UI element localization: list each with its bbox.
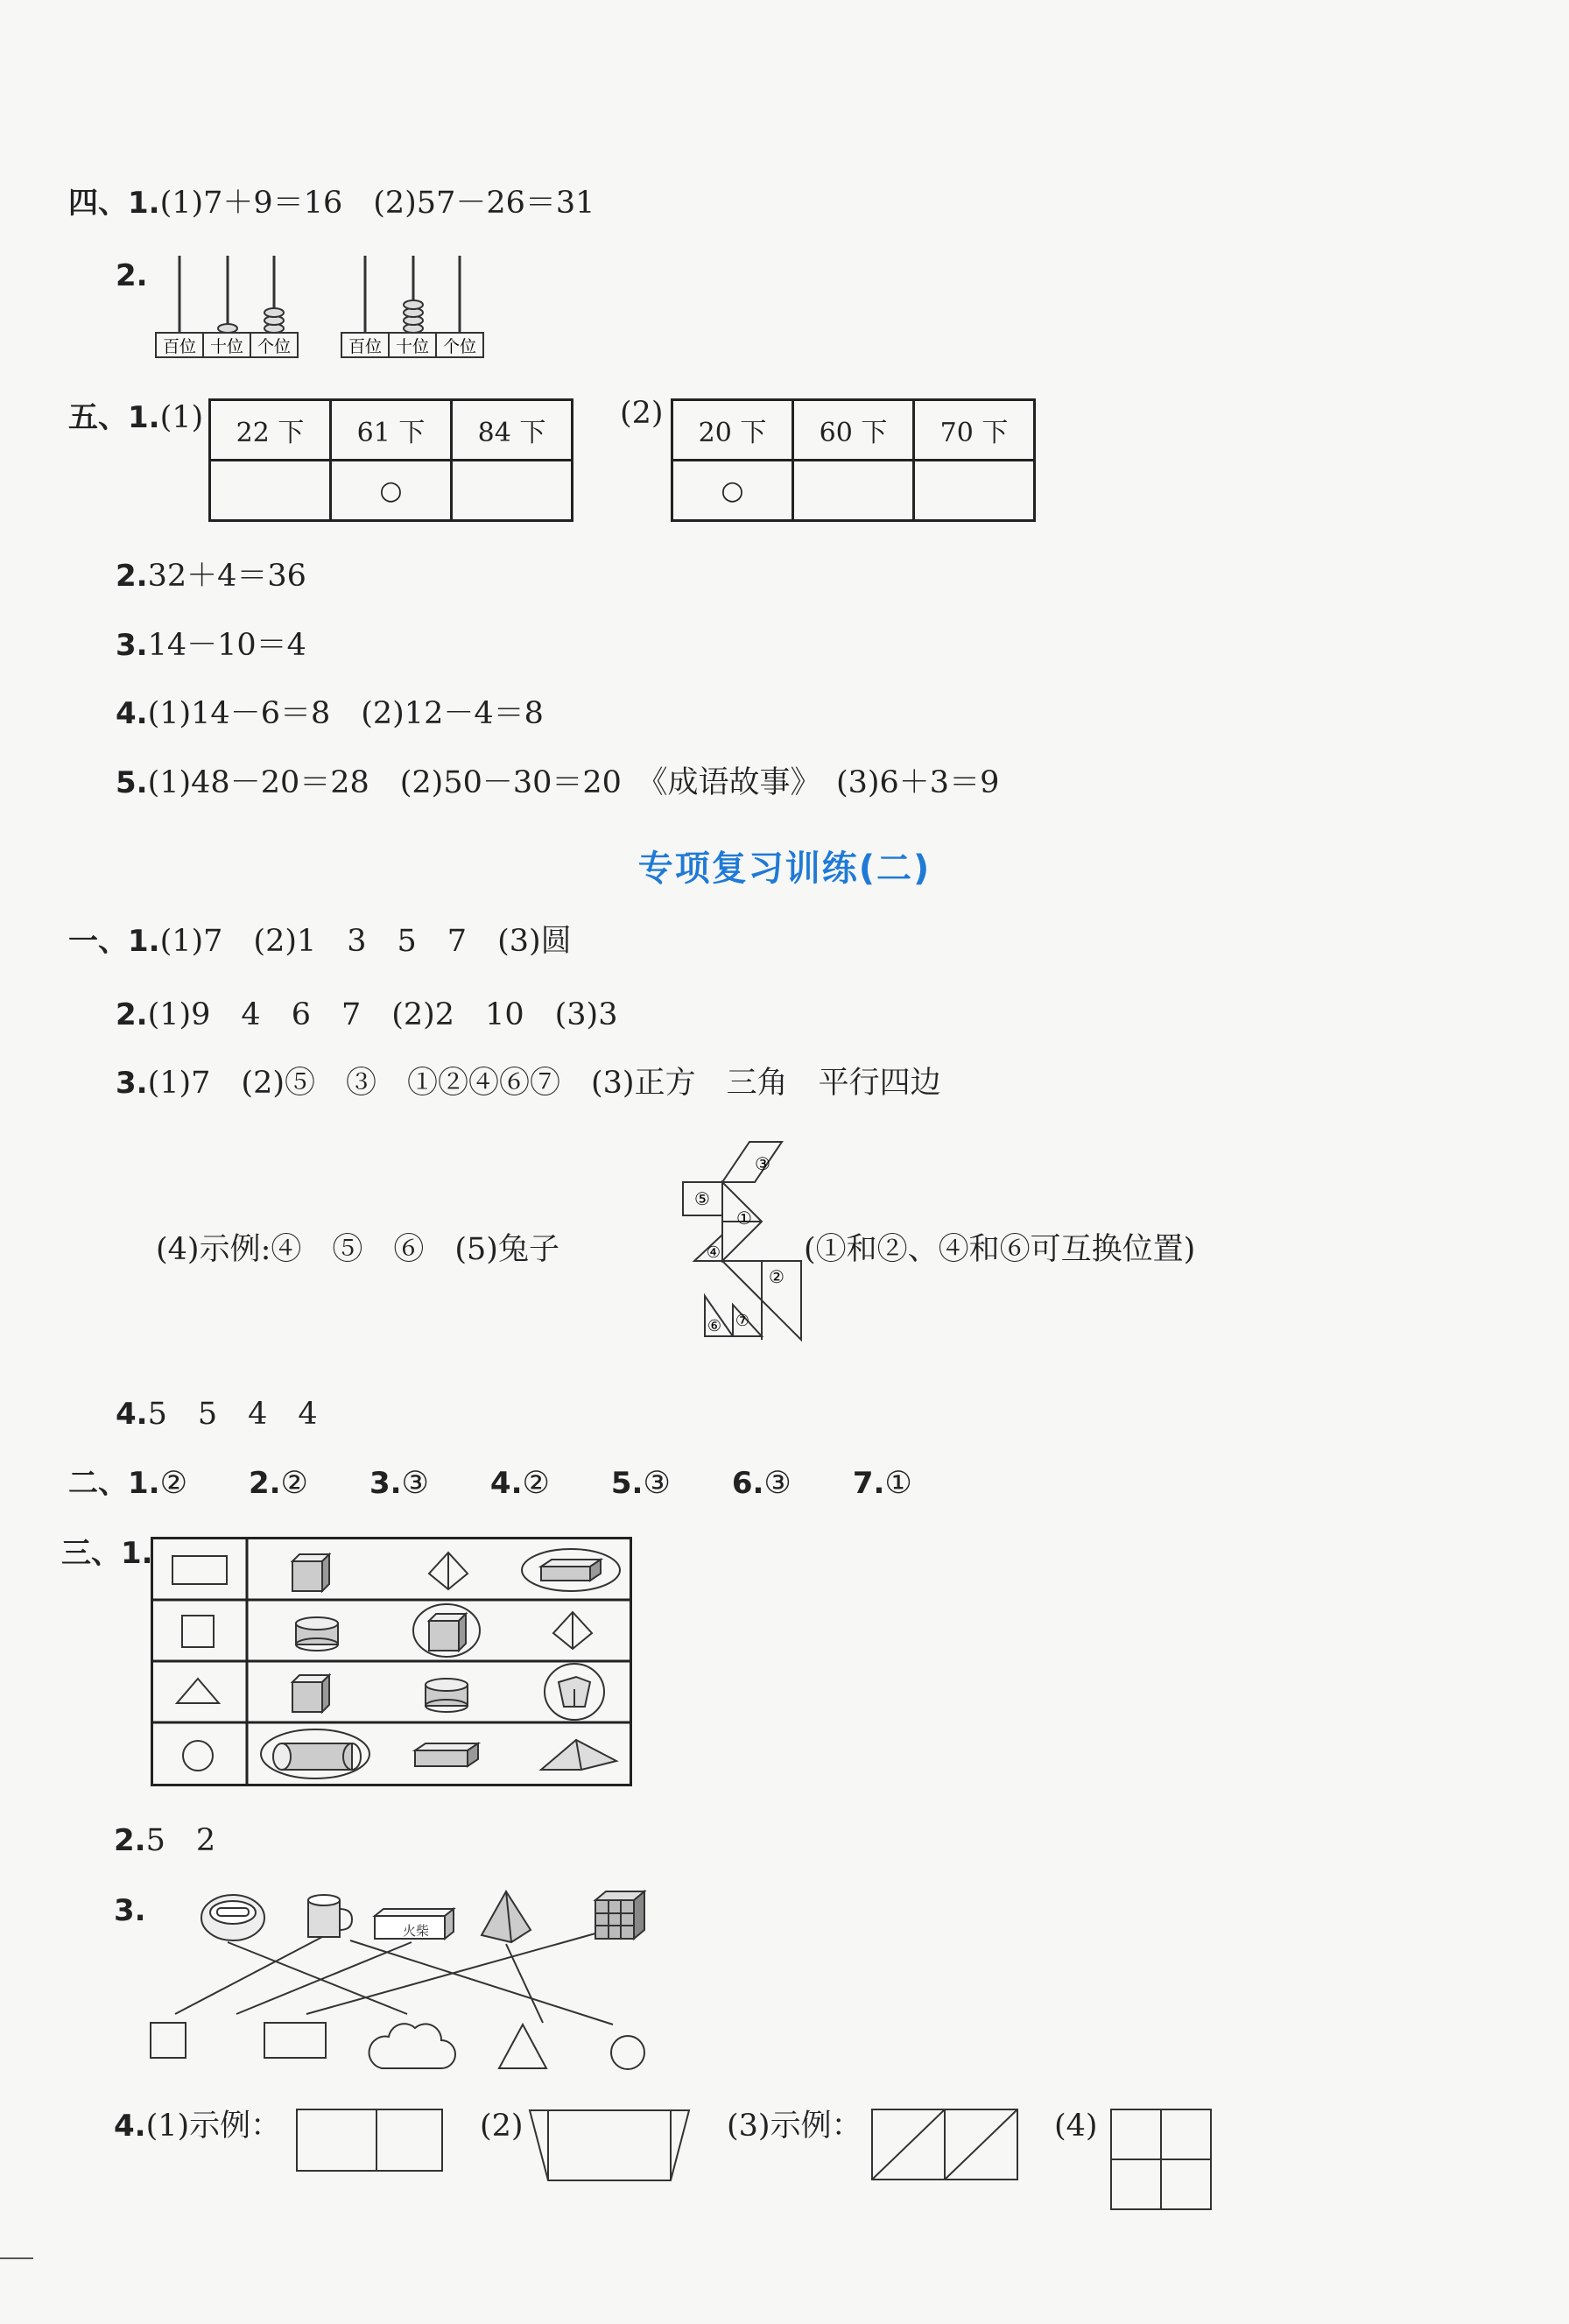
cube-shape <box>292 1675 329 1712</box>
q4-figure-3 <box>871 2109 1020 2184</box>
answer-mark: ○ <box>721 475 744 506</box>
rectangle-shape <box>264 2023 326 2058</box>
s5-q1-part2-label: (2) <box>620 396 664 431</box>
p3-q1-label: 三、1. <box>61 1536 153 1571</box>
table-cell <box>452 461 573 521</box>
pyramid-shape <box>553 1612 592 1649</box>
square-shape <box>182 1616 214 1647</box>
p1-q3-note: (①和②、④和⑥可互换位置) <box>804 1232 1196 1267</box>
abacus-label: 百位 <box>162 337 197 356</box>
s5-q5: 5.(1)48－20＝28 (2)50－30＝20 《成语故事》 (3)6＋3＝9 <box>116 765 1000 800</box>
table-cell: 70 下 <box>914 400 1035 461</box>
circle-shape <box>183 1741 213 1771</box>
table-cell <box>331 461 452 521</box>
p1-q3-part4: (4)示例:④ ⑤ ⑥ (5)兔子 <box>156 1232 559 1267</box>
s5-q1: 五、1.(1) <box>68 400 204 435</box>
p1-q4: 4.5 5 4 4 <box>116 1397 318 1432</box>
prism-shape <box>559 1677 590 1707</box>
soap-object <box>201 1895 264 1940</box>
tangram-label: ① <box>736 1208 752 1229</box>
bead <box>404 300 423 309</box>
abacus-2 <box>341 256 490 361</box>
abacus-label: 百位 <box>348 337 383 356</box>
cylinder-shape <box>426 1679 468 1712</box>
bead <box>264 308 284 317</box>
q4-figure-2 <box>529 2109 691 2184</box>
tangram-label: ⑤ <box>694 1188 710 1209</box>
tangram-label: ④ <box>706 1243 721 1262</box>
s4-q1: 四、1.(1)7＋9＝16 (2)57－26＝31 <box>68 186 595 221</box>
table-cell <box>793 461 914 521</box>
abacus-1 <box>156 256 305 361</box>
cube-shape <box>292 1554 329 1591</box>
rectangle-shape <box>172 1556 227 1584</box>
abacus-label: 十位 <box>209 337 244 356</box>
pyramid-shape <box>429 1553 468 1589</box>
tangram-label: ⑦ <box>735 1312 750 1330</box>
table-cell: 84 下 <box>452 400 573 461</box>
page-corner-rule <box>0 2257 33 2259</box>
mug-object <box>308 1895 352 1937</box>
pyramid-object <box>482 1891 531 1942</box>
s4-q2: 2. <box>116 258 148 293</box>
table-cell <box>914 461 1035 521</box>
triangle-shape <box>499 2025 546 2068</box>
table-cell <box>672 461 793 521</box>
tangram-rabbit <box>679 1137 810 1347</box>
p3-q4-part4-label: (4) <box>1054 2109 1098 2144</box>
p3-q4-part3-label: (3)示例： <box>727 2109 862 2144</box>
s5-q4: 4.(1)14－6＝8 (2)12－4＝8 <box>116 696 544 731</box>
cylinder-lying-shape <box>273 1743 361 1770</box>
table-cell: 60 下 <box>793 400 914 461</box>
matchbox-label: 火柴 <box>403 1923 430 1939</box>
abacus-label: 个位 <box>442 337 477 356</box>
q4-figure-1 <box>296 2109 445 2175</box>
matching-diagram <box>140 1883 683 2084</box>
section-title: 专项复习训练(二) <box>637 849 932 889</box>
table-cell <box>210 461 331 521</box>
tangram-piece-3 <box>722 1142 782 1182</box>
tangram-label: ② <box>769 1266 784 1287</box>
cube-shape <box>429 1614 466 1651</box>
rubik-cube-object <box>595 1891 644 1939</box>
s5-q3: 3.14－10＝4 <box>116 628 306 663</box>
p1-q2: 2.(1)9 4 6 7 (2)2 10 (3)3 <box>116 997 618 1032</box>
table-cell: 61 下 <box>331 400 452 461</box>
table-cell: 22 下 <box>210 400 331 461</box>
tally-table-1 <box>208 398 573 522</box>
tally-table-2 <box>671 398 1036 522</box>
cylinder-shape <box>296 1617 338 1651</box>
q4-figure-4 <box>1110 2109 1214 2212</box>
bead <box>218 324 237 333</box>
answer-mark: ○ <box>379 475 403 506</box>
abacus-label: 个位 <box>257 337 292 356</box>
tangram-label: ⑥ <box>707 1317 722 1335</box>
cuboid-shape <box>541 1560 601 1581</box>
s5-q2: 2.32＋4＝36 <box>116 559 306 594</box>
p1-q3: 3.(1)7 (2)⑤ ③ ①②④⑥⑦ (3)正方 三角 平行四边 <box>116 1066 941 1101</box>
cuboid-shape <box>415 1743 478 1766</box>
p3-q4-part2-label: (2) <box>480 2109 524 2144</box>
abacus-label: 十位 <box>395 337 430 356</box>
p1-q1: 一、1.(1)7 (2)1 3 5 7 (3)圆 <box>68 924 572 959</box>
triangle-shape <box>177 1679 219 1703</box>
p3-q4: 4.(1)示例： <box>114 2109 282 2144</box>
p3-q2: 2.5 2 <box>114 1823 216 1858</box>
p2-answers: 二、1.② 2.② 3.③ 4.② 5.③ 6.③ 7.① <box>68 1466 912 1501</box>
tangram-label: ③ <box>755 1153 770 1174</box>
square-shape <box>151 2023 186 2058</box>
p3-q3-label: 3. <box>114 1893 146 1928</box>
cloud-shape <box>369 2024 455 2068</box>
table-cell: 20 下 <box>672 400 793 461</box>
triangular-prism-shape <box>541 1740 616 1770</box>
circle-shape <box>611 2036 644 2069</box>
shapes-grid <box>151 1537 634 1787</box>
